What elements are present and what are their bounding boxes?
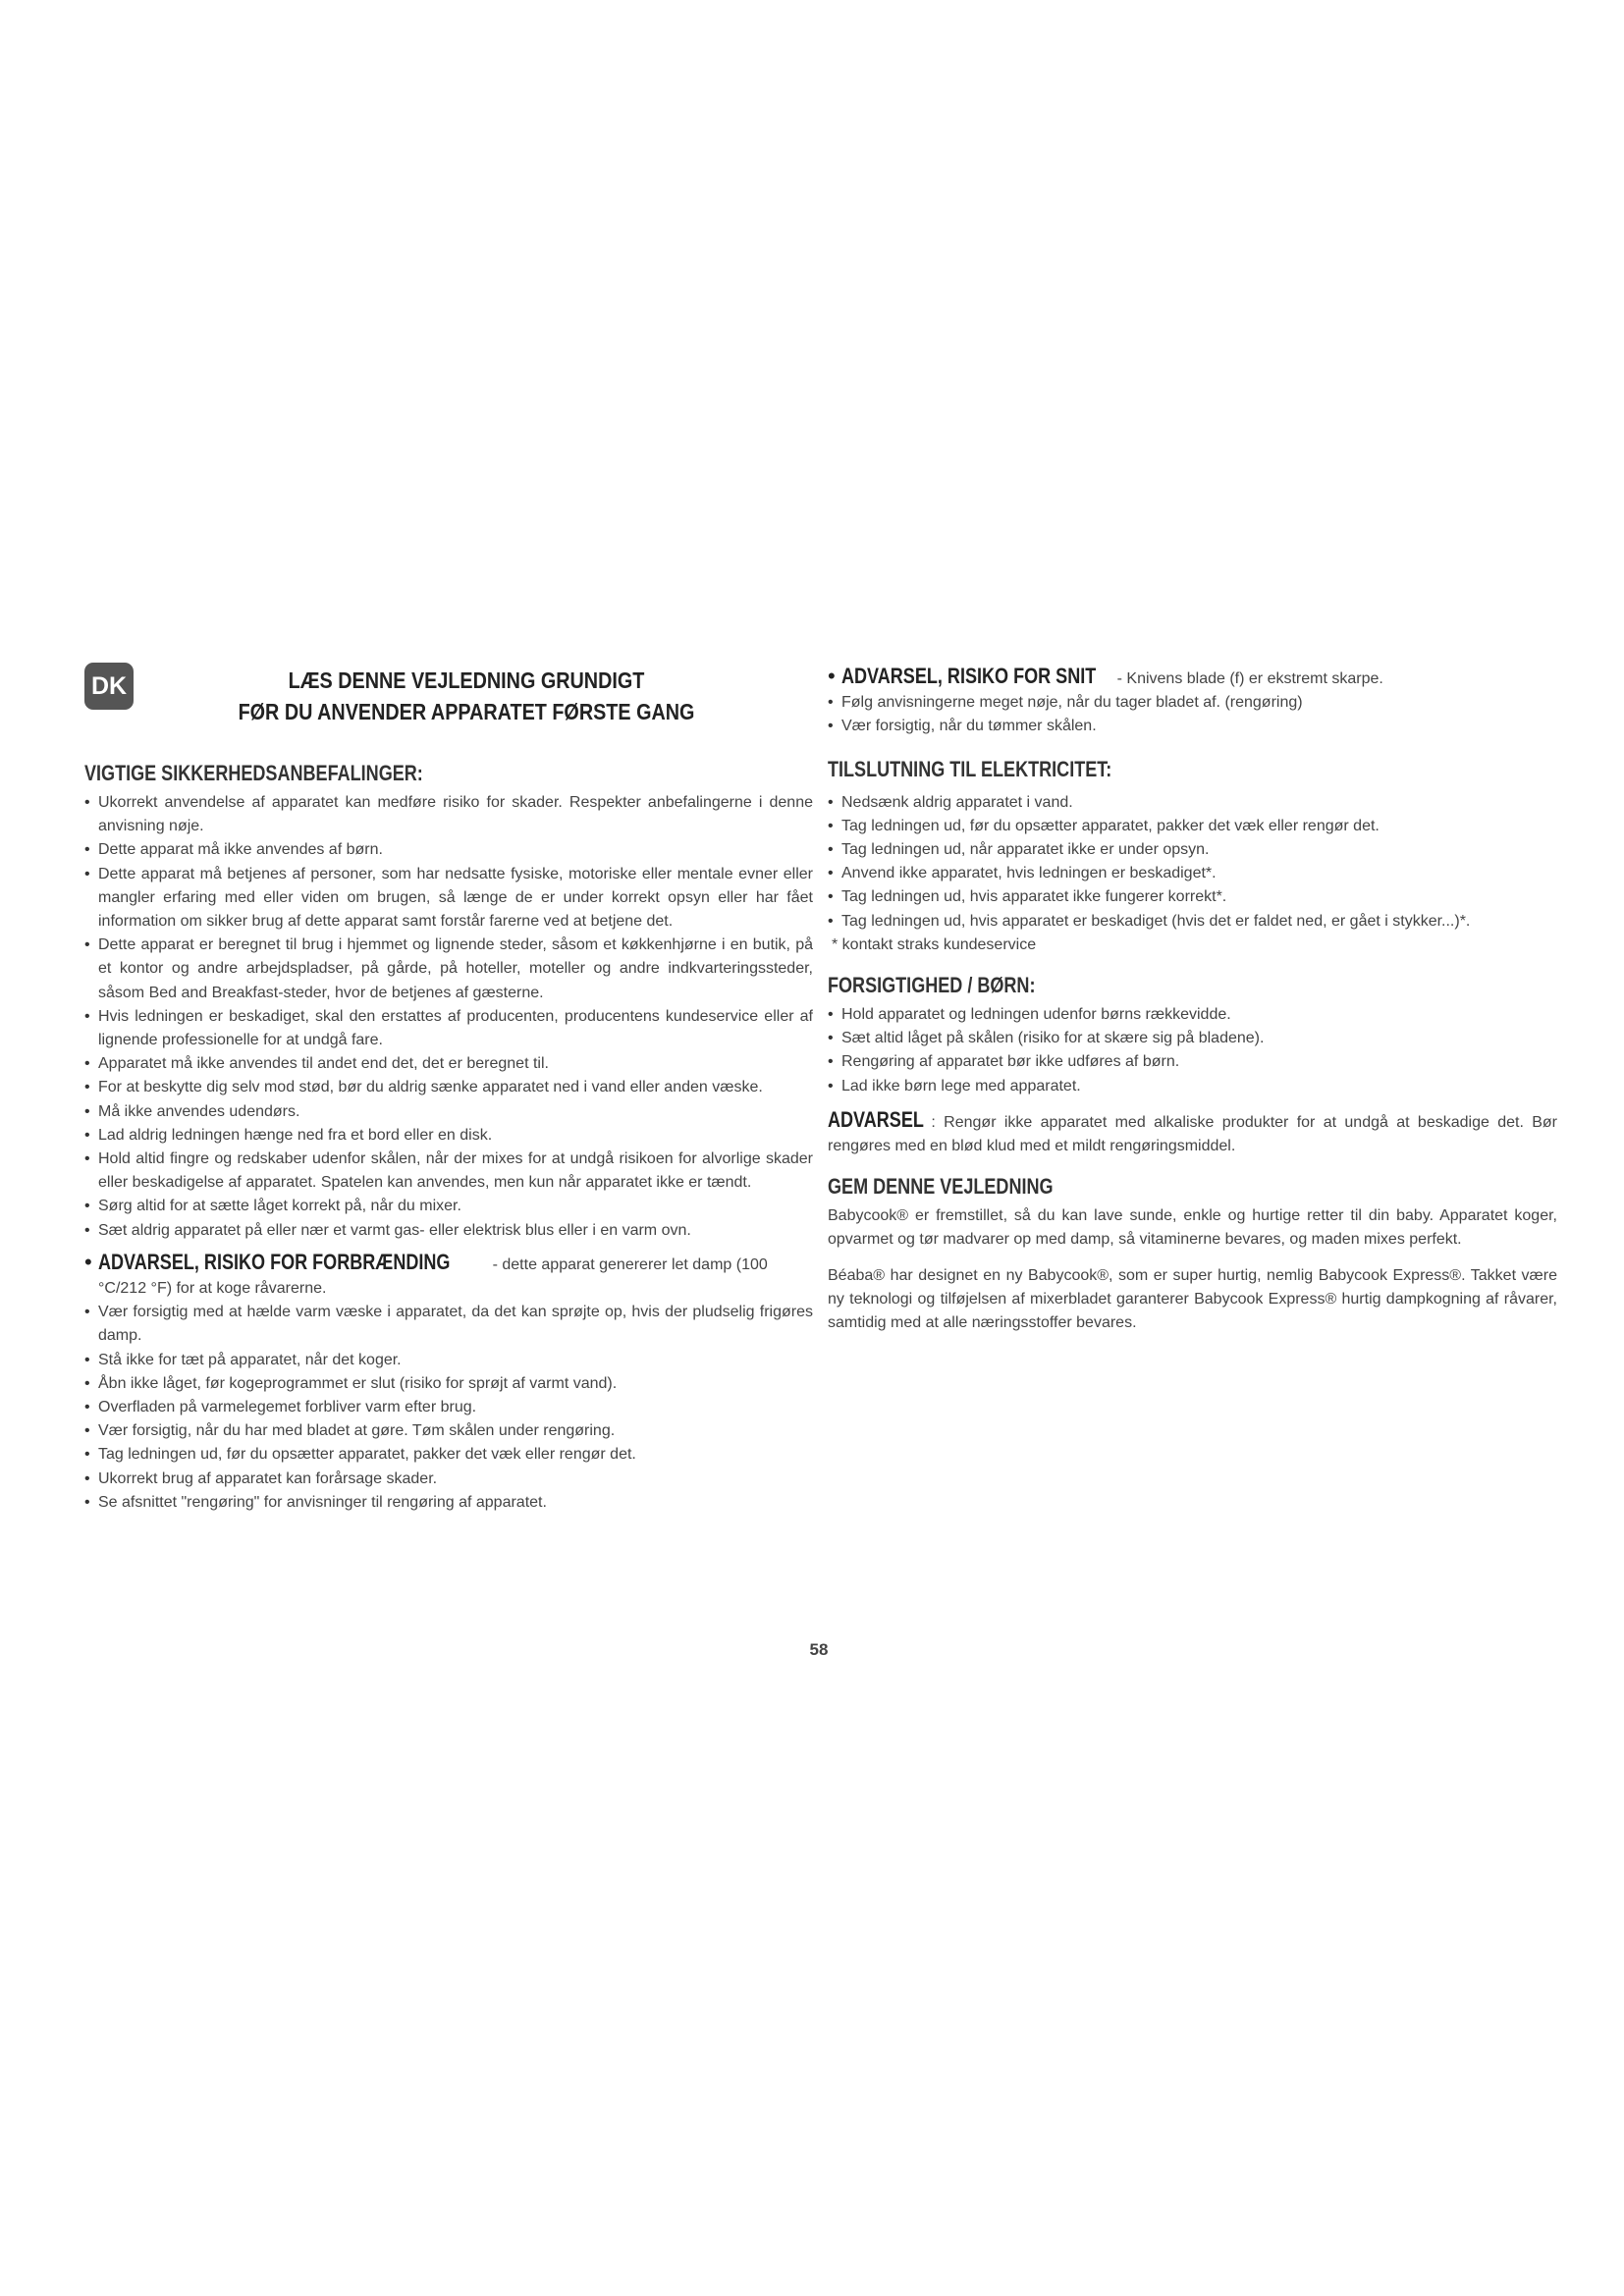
list-item: • Vær forsigtig, når du tømmer skålen.: [828, 715, 1557, 738]
document-title: [192, 665, 741, 727]
list-item: • Følg anvisningerne meget nøje, når du tager bladet af. (rengøring): [828, 691, 1557, 715]
safety-list: [84, 791, 813, 1243]
cleaning-warning: [828, 1108, 1557, 1158]
list-item: • Tag ledningen ud, når apparatet ikke er under opsyn.: [828, 838, 1557, 862]
list-item: • Ukorrekt brug af apparatet kan forårsage skader.: [84, 1468, 813, 1491]
children-heading: FORSIGTIGHED / BØRN:: [828, 973, 1036, 998]
list-item: • Dette apparat må ikke anvendes af børn.: [84, 838, 813, 862]
customer-service-note: * kontakt straks kundeservice: [832, 935, 1037, 953]
list-item: • Åbn ikke låget, før kogeprogrammet er slut (risiko for sprøjt af varmt vand).: [84, 1372, 813, 1396]
list-item: • Lad aldrig ledningen hænge ned fra et bord eller en disk.: [84, 1124, 813, 1148]
list-item: • Hvis ledningen er beskadiget, skal den erstattes af producenten, producentens kundeservice eller af lignende professionelle for at undgå fare.: [84, 1005, 813, 1052]
cleaning-warning-label: ADVARSEL: [828, 1106, 924, 1132]
list-item: • Tag ledningen ud, før du opsætter apparatet, pakker det væk eller rengør det.: [828, 815, 1557, 838]
children-list: [828, 1003, 1557, 1098]
list-item: • Apparatet må ikke anvendes til andet end det, det er beregnet til.: [84, 1052, 813, 1076]
document-title-line1: LÆS DENNE VEJLEDNING GRUNDIGT: [288, 667, 645, 693]
bullet-icon: •: [84, 1249, 92, 1274]
keep-paragraph-2: Béaba® har designet en ny Babycook®, som er super hurtig, nemlig Babycook Express®. Takket være ny teknologi og tilføjelsen af mixerbladet garanterer Babycook Express® hurtig dampkogning af råvarer, samtidig med at alle næringsstoffer bevares.: [828, 1266, 1557, 1332]
cut-warning: [828, 665, 1557, 691]
keep-paragraph-1: Babycook® er fremstillet, så du kan lave sunde, enkle og hurtige retter til din baby. Apparatet koger, opvarmet og tør madvarer op med damp, så vitaminerne bevares, og maden mixes perfekt.: [828, 1207, 1557, 1249]
language-badge: DK: [84, 663, 134, 710]
page-number: 58: [809, 1640, 829, 1659]
list-item: • Vær forsigtig med at hælde varm væske i apparatet, da det kan sprøjte op, hvis der pludselig frigøres damp.: [84, 1301, 813, 1348]
burn-list: [84, 1301, 813, 1515]
list-item: • Stå ikke for tæt på apparatet, når det koger.: [84, 1349, 813, 1372]
list-item: • Dette apparat må betjenes af personer, som har nedsatte fysiske, motoriske eller mentale evner eller mangler erfaring med eller viden om brugen, så længe de er under korrekt opsyn eller har fået information om sikker brug af dette apparat samt forstår farerne ved at betjene det.: [84, 863, 813, 934]
list-item: • Sæt aldrig apparatet på eller nær et varmt gas- eller elektrisk blus eller i en varm ovn.: [84, 1219, 813, 1243]
burn-warning-text: - dette apparat genererer let damp (100: [488, 1255, 768, 1273]
right-column: [828, 665, 1557, 1335]
list-item: • Rengøring af apparatet bør ikke udføres af børn.: [828, 1050, 1557, 1074]
left-column: [84, 761, 813, 1515]
list-item: • Vær forsigtig, når du har med bladet at gøre. Tøm skålen under rengøring.: [84, 1419, 813, 1443]
bullet-icon: •: [828, 664, 836, 688]
list-item: • Må ikke anvendes udendørs.: [84, 1100, 813, 1124]
list-item: • Tag ledningen ud, hvis apparatet ikke fungerer korrekt*.: [828, 885, 1557, 909]
list-item: • Nedsænk aldrig apparatet i vand.: [828, 791, 1557, 815]
list-item: • Ukorrekt anvendelse af apparatet kan medføre risiko for skader. Respekter anbefalingerne i denne anvisning nøje.: [84, 791, 813, 838]
list-item: • Hold apparatet og ledningen udenfor børns rækkevidde.: [828, 1003, 1557, 1027]
document-title-line2: FØR DU ANVENDER APPARATET FØRSTE GANG: [238, 699, 695, 724]
cleaning-warning-text: : Rengør ikke apparatet med alkaliske produkter for at undgå at beskadige det. Bør rengøres med en blød klud med et mildt rengøringsmiddel.: [828, 1113, 1557, 1155]
list-item: • Lad ikke børn lege med apparatet.: [828, 1075, 1557, 1098]
burn-warning-label: ADVARSEL, RISIKO FOR FORBRÆNDING: [98, 1249, 451, 1274]
list-item: • Overfladen på varmelegemet forbliver varm efter brug.: [84, 1396, 813, 1419]
list-item: • Tag ledningen ud, før du opsætter apparatet, pakker det væk eller rengør det.: [84, 1443, 813, 1467]
list-item: • Tag ledningen ud, hvis apparatet er beskadiget (hvis det er faldet ned, er gået i stykker...)*.: [828, 910, 1557, 934]
list-item: • For at beskytte dig selv mod stød, bør du aldrig sænke apparatet ned i vand eller anden væske.: [84, 1076, 813, 1099]
list-item: • Se afsnittet "rengøring" for anvisninger til rengøring af apparatet.: [84, 1491, 813, 1515]
list-item: • Sæt altid låget på skålen (risiko for at skære sig på bladene).: [828, 1027, 1557, 1050]
list-item: • Dette apparat er beregnet til brug i hjemmet og lignende steder, såsom et køkkenhjørne i en butik, på et kontor og andre arbejdspladser, på gårde, på hoteller, moteller og andre indkvarteringssteder, såsom Bed and Breakfast-steder, hvor de betjenes af gæsterne.: [84, 934, 813, 1005]
burn-warning: [84, 1251, 813, 1277]
cut-warning-text: - Knivens blade (f) er ekstremt skarpe.: [1112, 670, 1383, 687]
electric-list: [828, 791, 1557, 934]
electric-heading: TILSLUTNING TIL ELEKTRICITET:: [828, 756, 1112, 781]
safety-heading: VIGTIGE SIKKERHEDSANBEFALINGER:: [84, 761, 423, 785]
burn-warning-text-cont: °C/212 °F) for at koge råvarerne.: [98, 1280, 327, 1298]
cut-list: [828, 691, 1557, 738]
list-item: • Hold altid fingre og redskaber udenfor skålen, når der mixes for at undgå risikoen for alvorlige skader eller beskadigelse af apparatet. Spatelen kan anvendes, men kun når apparatet ikke er tændt.: [84, 1148, 813, 1195]
list-item: • Sørg altid for at sætte låget korrekt på, når du mixer.: [84, 1195, 813, 1218]
cut-warning-label: ADVARSEL, RISIKO FOR SNIT: [841, 664, 1097, 688]
list-item: • Anvend ikke apparatet, hvis ledningen er beskadiget*.: [828, 862, 1557, 885]
keep-heading: GEM DENNE VEJLEDNING: [828, 1174, 1054, 1200]
